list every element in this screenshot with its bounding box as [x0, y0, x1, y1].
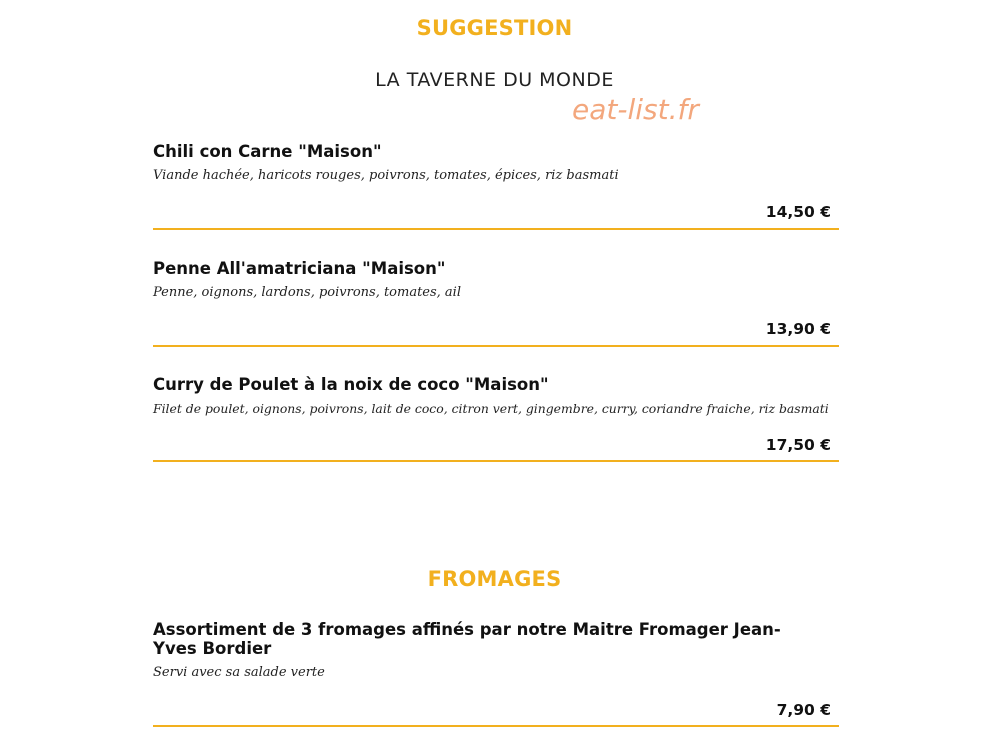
- restaurant-name: LA TAVERNE DU MONDE: [375, 69, 614, 91]
- watermark-logo: eat-list.fr: [572, 93, 699, 126]
- section-title-fromages: FROMAGES: [427, 567, 562, 591]
- menu-item: [153, 620, 839, 719]
- section-title-suggestion: SUGGESTION: [416, 16, 573, 40]
- item-description: Filet de poulet, oignons, poivrons, lait de coco, citron vert, gingembre, curry, coriandre fraiche, riz basmati: [153, 401, 829, 416]
- item-name: Assortiment de 3 fromages affinés par notre Maitre Fromager Jean-Yves Bordier: [153, 620, 781, 658]
- item-price: 14,50 €: [765, 203, 831, 221]
- item-price: 13,90 €: [765, 320, 831, 338]
- item-description: Servi avec sa salade verte: [153, 665, 325, 680]
- item-name: Penne All'amatriciana "Maison": [153, 259, 446, 278]
- menu-item: [153, 142, 839, 221]
- menu-item: [153, 259, 839, 338]
- item-divider: [153, 228, 839, 230]
- item-description: Viande hachée, haricots rouges, poivrons, tomates, épices, riz basmati: [153, 168, 619, 183]
- item-price: 17,50 €: [765, 436, 831, 454]
- item-divider: [153, 460, 839, 462]
- item-price: 7,90 €: [776, 701, 831, 719]
- item-name: Curry de Poulet à la noix de coco "Maison": [153, 375, 549, 394]
- item-divider: [153, 725, 839, 727]
- menu-item: [153, 375, 839, 454]
- item-divider: [153, 345, 839, 347]
- item-name: Chili con Carne "Maison": [153, 142, 382, 161]
- item-description: Penne, oignons, lardons, poivrons, tomates, ail: [153, 285, 462, 300]
